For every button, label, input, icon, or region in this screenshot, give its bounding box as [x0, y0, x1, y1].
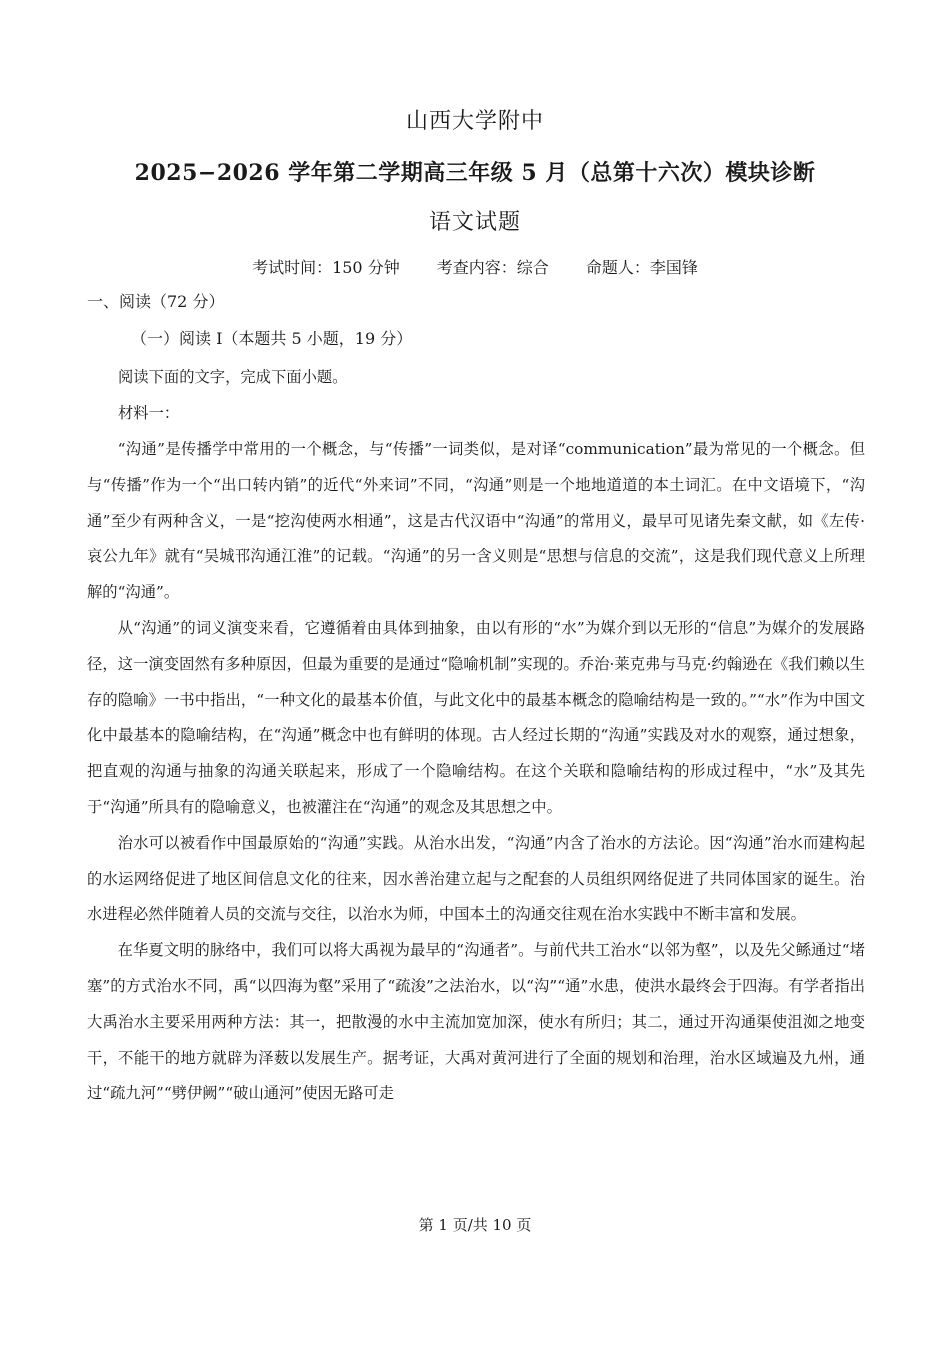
paragraph: 治水可以被看作中国最原始的“沟通”实践。从治水出发，“沟通”内含了治水的方法论。因“沟通”治水而建构起的水运网络促进了地区间信息文化的往来，因水善治建立起与之配套的人员组织网络促进了共同体国家的诞生。治水进程必然伴随着人员的交流与交往，以治水为师，中国本土的沟通交往观在治水实践中不断丰富和发展。: [87, 833, 865, 924]
paragraph: 在华夏文明的脉络中，我们可以将大禹视为最早的“沟通者”。与前代共工治水“以邻为壑”，以及先父鲧通过“堵塞”的方式治水不同，禹“以四海为壑”采用了“疏浚”之法治水，以“沟”“通”水患，使洪水最终会于四海。有学者指出大禹治水主要采用两种方法：其一，把散漫的水中主流加宽加深，使水有所归；其二，通过开沟通渠使沮洳之地变干，不能干的地方就辟为泽薮以发展生产。据考证，大禹对黄河进行了全面的规划和治理，治水区域遍及九州，通过“疏九河”“劈伊阙”“破山通河”使因无路可走: [87, 941, 865, 1103]
instruction-text: 阅读下面的文字，完成下面小题。: [118, 368, 348, 386]
section-title: 一、阅读（72 分）: [87, 292, 225, 311]
exam-content: 考查内容：综合: [436, 258, 549, 277]
exam-title: 2025−2026 学年第二学期高三年级 5 月（总第十六次）模块诊断: [134, 160, 816, 186]
section-subtitle: （一）阅读 I（本题共 5 小题，19 分）: [131, 329, 413, 348]
exam-time: 考试时间：150 分钟: [252, 258, 400, 277]
material-body: [87, 432, 865, 1112]
paragraph: “沟通”是传播学中常用的一个概念，与“传播”一词类似，是对译“communication”最为常见的一个概念。但与“传播”作为一个“出口转内销”的近代“外来词”不同，“沟通”则是一个地地道道的本土词汇。在中文语境下，“沟通”至少有两种含义，一是“挖沟使两水相通”，这是古代汉语中“沟通”的常用义，最早可见诸先秦文献，如《左传·哀公九年》就有“吴城邗沟通江淮”的记载。“沟通”的另一含义则是“思想与信息的交流”，这是我们现代意义上所理解的“沟通”。: [87, 440, 865, 602]
page-footer: 第 1 页/共 10 页: [418, 1216, 532, 1234]
exam-meta: [0, 255, 950, 278]
exam-author: 命题人：李国锋: [585, 258, 698, 277]
paragraph: 从“沟通”的词义演变来看，它遵循着由具体到抽象，由以有形的“水”为媒介到以无形的“信息”为媒介的发展路径，这一演变固然有多种原因，但最为重要的是通过“隐喻机制”实现的。乔治·莱克弗与马克·约翰逊在《我们赖以生存的隐喻》一书中指出，“一种文化的最基本价值，与此文化中的最基本概念的隐喻结构是一致的。”“水”作为中国文化中最基本的隐喻结构，在“沟通”概念中也有鲜明的体现。古人经过长期的“沟通”实践及对水的观察，通过想象，把直观的沟通与抽象的沟通关联起来，形成了一个隐喻结构。在这个关联和隐喻结构的形成过程中，“水”及其先于“沟通”所具有的隐喻意义，也被灌注在“沟通”的观念及其思想之中。: [87, 618, 865, 816]
school-name: 山西大学附中: [405, 109, 544, 134]
material-label: 材料一：: [118, 404, 180, 422]
subject-title: 语文试题: [428, 210, 521, 235]
